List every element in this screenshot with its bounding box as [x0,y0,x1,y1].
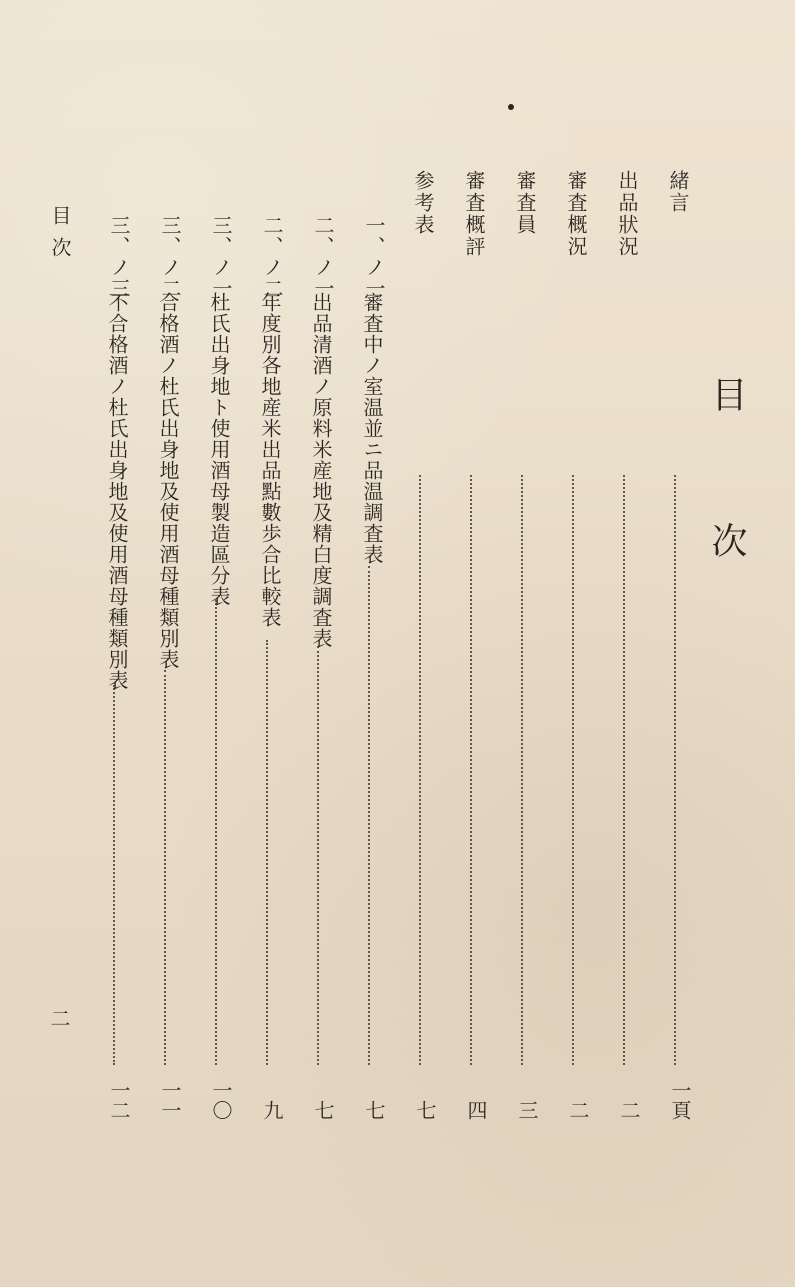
leader-dots [470,475,472,1065]
leader-dots [215,600,217,1065]
leader-dots [368,566,370,1065]
footer-section-title: 目次 [48,205,72,269]
toc-entry-table-3-2 [148,170,182,1120]
toc-entry-number: 三、ノ二 [158,215,182,299]
footer-page-number: 二 [47,1008,71,1028]
toc-entry-page: 二 [566,1100,590,1120]
toc-entry-number: 三、ノ一 [209,215,233,299]
leader-dots [521,475,523,1065]
toc-entry-page: 七 [413,1100,437,1120]
toc-entry-description: 出品清酒ノ原料米産地及精白度調査表 [309,292,333,649]
toc-entry-page: 一頁 [668,1080,692,1120]
leader-dots [266,640,268,1065]
toc-entry-intro [658,170,692,1120]
toc-entry-page: 九 [260,1100,284,1120]
toc-entry-page: 三 [515,1100,539,1120]
toc-entry-label: 審査員 [513,170,537,236]
toc-entry-description: 年度別各地産米出品點數歩合比較表 [258,292,282,628]
toc-entry-label: 参考表 [411,170,435,236]
toc-entry-reviewers [505,170,539,1120]
toc-entry-description: 杜氏出身地ト使用酒母製造區分表 [207,292,231,607]
toc-entry-page: 一一 [158,1080,182,1120]
toc-entry-page: 一二 [107,1080,131,1120]
page-title-main: 目 [706,376,747,412]
toc-entry-table-2-2 [250,170,284,1120]
leader-dots [572,475,574,1065]
toc-entry-table-2-1 [301,170,335,1120]
toc-entry-table-3-3 [97,170,131,1120]
leader-dots [674,475,676,1065]
leader-dots [419,475,421,1065]
toc-entry-label: 緒言 [666,170,690,214]
toc-entry-table-3-1 [199,170,233,1120]
toc-entry-page: 四 [464,1100,488,1120]
toc-entry-number: 二、ノ二 [260,215,284,299]
leader-dots [623,475,625,1065]
toc-entry-label: 出品狀況 [615,170,639,258]
toc-entry-label: 審査概況 [564,170,588,258]
leader-dots [113,685,115,1065]
leader-dots [164,670,166,1065]
page-speck [508,104,514,110]
toc-entry-reference-tables [403,170,437,1120]
page-title-second: 次 [706,522,747,558]
toc-entry-number: 二、ノ一 [311,215,335,299]
toc-entry-description: 不合格酒ノ杜氏出身地及使用酒母種類別表 [105,292,129,691]
toc-entry-page: 七 [311,1100,335,1120]
toc-entry-review-overview [556,170,590,1120]
toc-entry-page: 二 [617,1100,641,1120]
toc-entry-number: 一、ノ一 [362,215,386,299]
toc-entry-number: 三、ノ三 [107,215,131,299]
toc-entry-exhibit-status [607,170,641,1120]
toc-entry-description: 合格酒ノ杜氏出身地及使用酒母種類別表 [156,292,180,670]
toc-entry-description: 審査中ノ室温並ニ品温調査表 [360,292,384,565]
toc-entry-table-1-1 [352,170,386,1120]
leader-dots [317,646,319,1065]
toc-entry-page: 七 [362,1100,386,1120]
toc-entry-review-commentary [454,170,488,1120]
toc-entry-label: 審査概評 [462,170,486,258]
toc-entry-page: 一〇 [209,1080,233,1120]
